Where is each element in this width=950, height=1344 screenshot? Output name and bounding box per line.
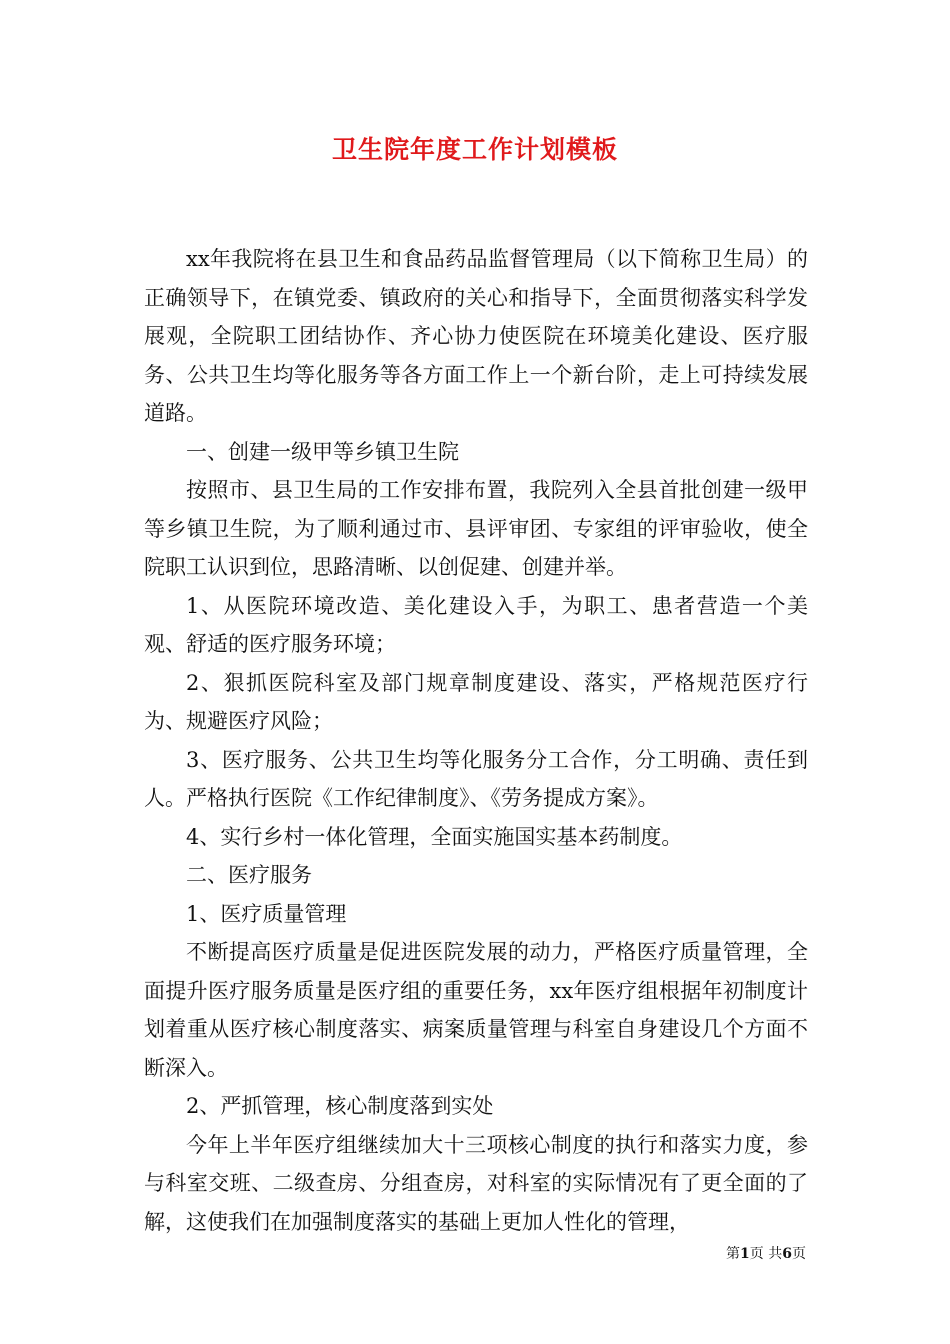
paragraph: 不断提高医疗质量是促进医院发展的动力，严格医疗质量管理，全面提升医疗服务质量是医疗组的重要任务，xx年医疗组根据年初制度计划着重从医疗核心制度落实、病案质量管理与科室自身建设几个方面不断深入。: [144, 940, 808, 1080]
section-heading-1: 一、创建一级甲等乡镇卫生院: [186, 439, 459, 464]
list-item: 1、从医院环境改造、美化建设入手，为职工、患者营造一个美观、舒适的医疗服务环境；: [144, 593, 808, 656]
paragraph-intro: xx年我院将在县卫生和食品药品监督管理局（以下简称卫生局）的正确领导下，在镇党委、镇政府的关心和指导下，全面贯彻落实科学发展观，全院职工团结协作、齐心协力使医院在环境美化建设、医疗服务、公共卫生均等化服务等各方面工作上一个新台阶，走上可持续发展道路。: [144, 247, 808, 425]
paragraph: 今年上半年医疗组继续加大十三项核心制度的执行和落实力度，参与科室交班、二级查房、分组查房，对科室的实际情况有了更全面的了解，这使我们在加强制度落实的基础上更加人性化的管理，: [144, 1132, 808, 1234]
footer-middle: 页 共: [749, 1246, 783, 1262]
section-heading-2: 二、医疗服务: [186, 863, 312, 887]
list-item: 3、医疗服务、公共卫生均等化服务分工合作，分工明确、责任到人。严格执行医院《工作纪律制度》、《劳务提成方案》。: [144, 747, 808, 810]
subsection-heading: 2、严抓管理，核心制度落到实处: [186, 1094, 494, 1118]
document-title: 卫生院年度工作计划模板: [331, 135, 618, 164]
list-item: 4、实行乡村一体化管理，全面实施国实基本药制度。: [186, 824, 683, 849]
list-item: 2、狠抓医院科室及部门规章制度建设、落实，严格规范医疗行为、规避医疗风险；: [144, 670, 808, 733]
footer-page-number: 1: [740, 1246, 750, 1262]
footer-total-pages: 6: [782, 1246, 792, 1262]
paragraph: 按照市、县卫生局的工作安排布置，我院列入全县首批创建一级甲等乡镇卫生院，为了顺利通过市、县评审团、专家组的评审验收，使全院职工认识到位，思路清晰、以创促建、创建并举。: [144, 478, 808, 579]
subsection-heading: 1、医疗质量管理: [186, 901, 347, 926]
page-footer: [726, 1245, 806, 1263]
footer-suffix: 页: [792, 1246, 806, 1262]
document-body: [144, 240, 808, 1241]
footer-prefix: 第: [726, 1246, 741, 1262]
